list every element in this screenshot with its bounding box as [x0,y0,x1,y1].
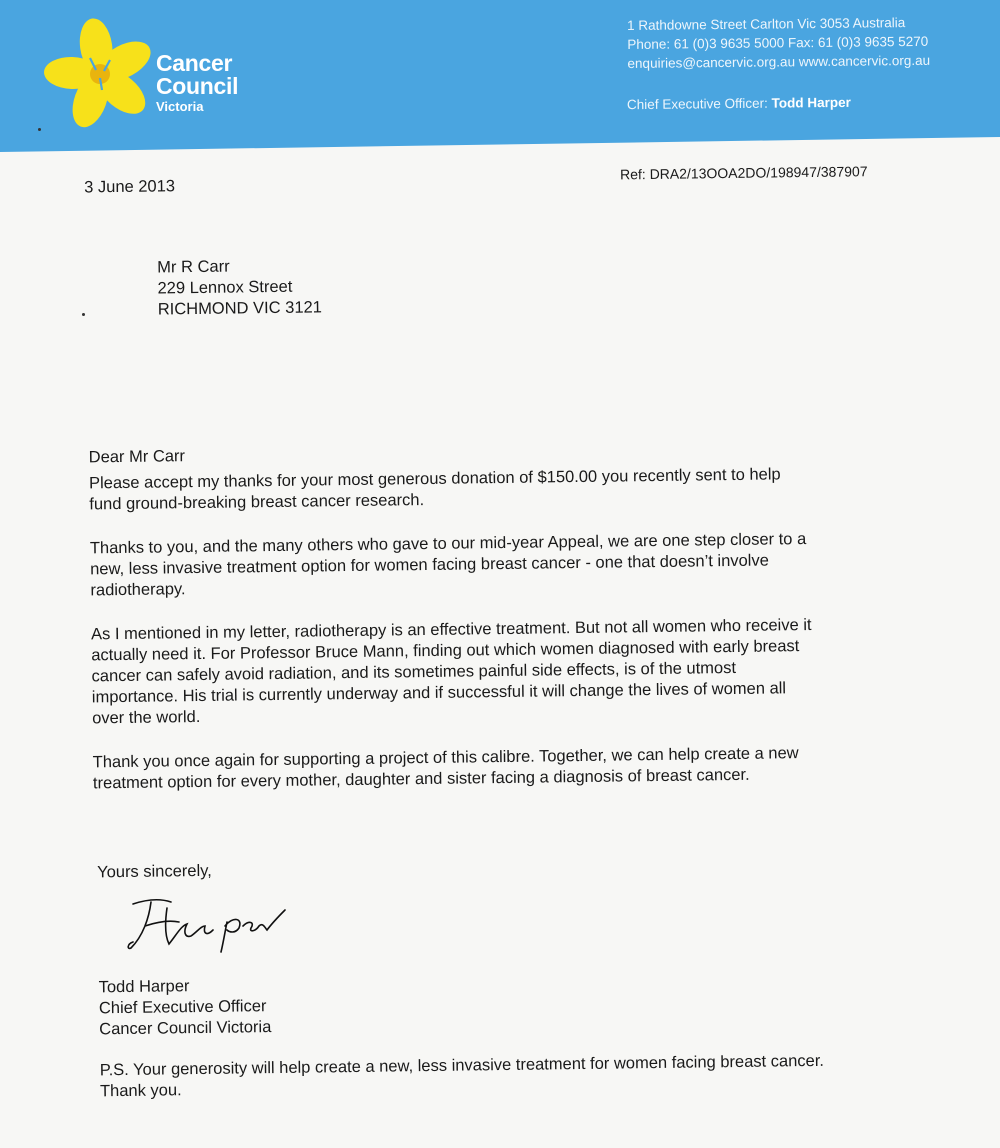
postscript: P.S. Your generosity will help create a new, less invasive treatment for women facing breast cancer. Thank you. [99,1051,825,1101]
paragraph-1: Please accept my thanks for your most generous donation of $150.00 you recently sent to help fund ground-breaking breast cancer research. [88,465,781,514]
ceo-label: Chief Executive Officer: [626,95,768,113]
recipient-street: 229 Lennox Street [157,277,293,298]
signatory-title: Chief Executive Officer [98,997,267,1018]
brand-line-3: Victoria [156,99,204,114]
reference-number: Ref: DRA2/13OOA2DO/198947/387907 [619,163,868,183]
phone-fax: Phone: 61 (0)3 9635 5000 Fax: 61 (0)3 9635 5270 [627,33,929,52]
signatory-name: Todd Harper [98,977,190,997]
paragraph-2: Thanks to you, and the many others who gave to our mid-year Appeal, we are one step closer to a new, less invasive treatment option for women facing breast cancer - one that doesn’t involve radiotherapy. [89,530,807,600]
brand-line-2: Council [156,73,239,99]
ceo-name: Todd Harper [771,94,851,111]
paper-speck [38,128,41,131]
email-website: enquiries@cancervic.org.au www.cancervic.org.au [627,52,931,71]
salutation: Dear Mr Carr [88,447,186,467]
recipient-suburb: RICHMOND VIC 3121 [157,298,323,319]
paper-speck [82,313,85,316]
brand-line-1: Cancer [156,50,233,76]
handwritten-signature [125,896,290,956]
signatory-organisation: Cancer Council Victoria [99,1018,272,1039]
paragraph-3: As I mentioned in my letter, radiotherapy is an effective treatment. But not all women who receive it actually need it. For Professor Bruce Mann, finding out which women diagnosed with early breast cancer can safely avoid radiation, and its sometimes painful side effects, is of the utmost importance. His trial is currently underway and if successful it will change the lives of women all over the world. [90,615,812,728]
recipient-name: Mr R Carr [157,257,230,277]
letter-date: 3 June 2013 [84,177,176,197]
closing: Yours sincerely, [97,861,212,882]
paragraph-4: Thank you once again for supporting a project of this calibre. Together, we can help create a new treatment option for every mother, daughter and sister facing a diagnosis of breast cancer. [92,744,799,793]
address: 1 Rathdowne Street Carlton Vic 3053 Australia [627,15,906,33]
